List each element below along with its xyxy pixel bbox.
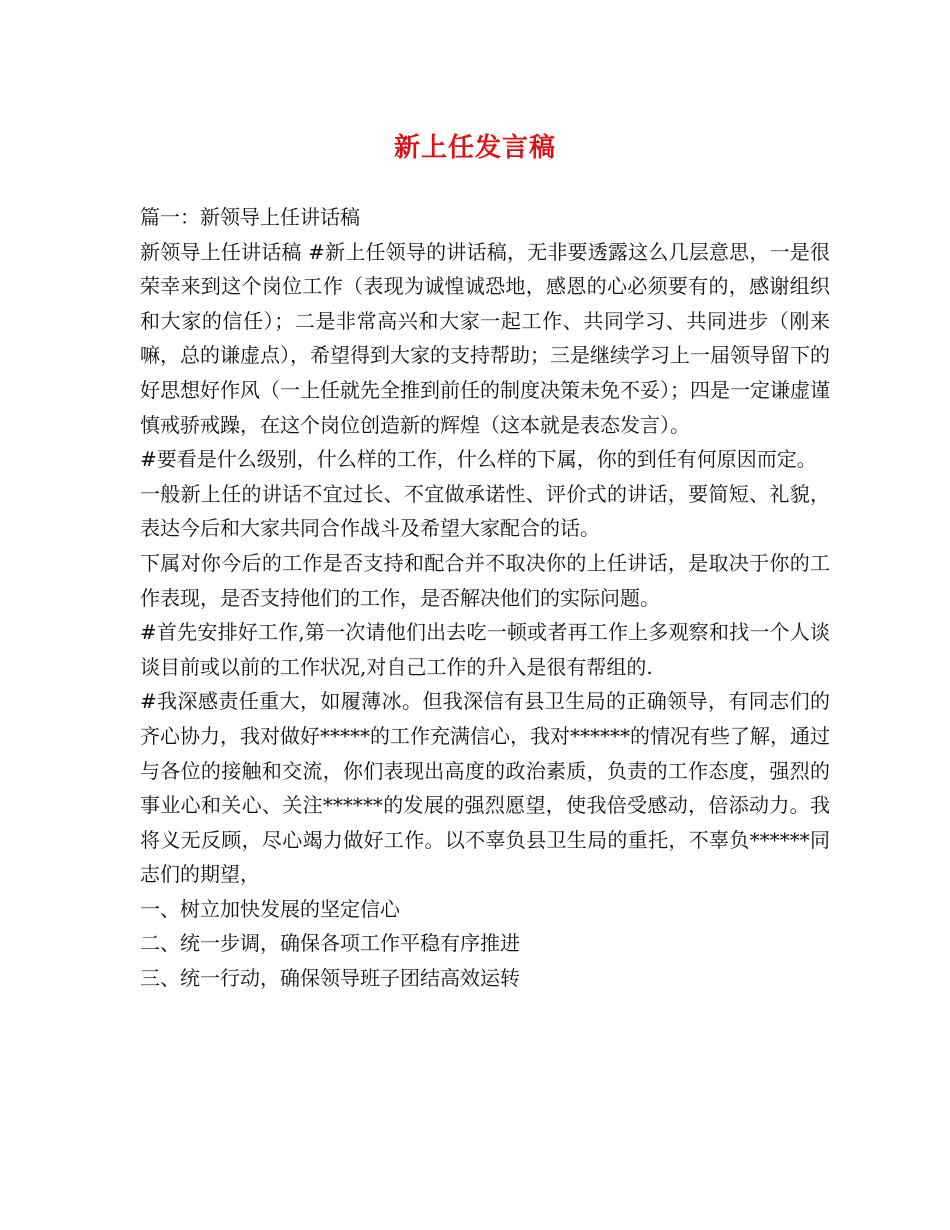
document-body — [140, 200, 830, 996]
list-item-3: 三、统一行动，确保领导班子团结高效运转 — [140, 966, 520, 991]
paragraph-3: 一般新上任的讲话不宜过长、不宜做承诺性、评价式的讲话，要简短、礼貌，表达今后和大家共同合作战斗及希望大家配合的话。 — [140, 481, 830, 541]
paragraph-1: 新领导上任讲话稿 #新上任领导的讲话稿，无非要透露这么几层意思，一是很荣幸来到这个岗位工作（表现为诚惶诚恐地，感恩的心必须要有的，感谢组织和大家的信任）；二是非常高兴和大家一起工作、共同学习、共同进步（刚来嘛，总的谦虚点），希望得到大家的支持帮助；三是继续学习上一届领导留下的好思想好作风（一上任就先全推到前任的制度决策未免不妥）；四是一定谦虚谨慎戒骄戒躁，在这个岗位创造新的辉煌（这本就是表态发言）。 — [140, 239, 830, 437]
list-item-2: 二、统一步调，确保各项工作平稳有序推进 — [140, 931, 520, 956]
paragraph-6: #我深感责任重大，如履薄冰。但我深信有县卫生局的正确领导，有同志们的齐心协力，我对做好*****的工作充满信心，我对******的情况有些了解，通过与各位的接触和交流，你们表现出高度的政治素质，负责的工作态度，强烈的事业心和关心、关注******的发展的强烈愿望，使我倍受感动，倍添动力。我将义无反顾，尽心竭力做好工作。以不辜负县卫生局的重托，不辜负******同志们的期望， — [140, 689, 830, 887]
section-heading: 篇一：新领导上任讲话稿 — [140, 205, 360, 229]
paragraph-2: #要看是什么级别，什么样的工作，什么样的下属，你的到任有何原因而定。 — [140, 447, 817, 472]
paragraph-4: 下属对你今后的工作是否支持和配合并不取决你的上任讲话，是取决于你的工作表现，是否支持他们的工作，是否解决他们的实际问题。 — [140, 550, 830, 610]
list-item-1: 一、树立加快发展的坚定信心 — [140, 896, 400, 921]
paragraph-5: #首先安排好工作,第一次请他们出去吃一顿或者再工作上多观察和找一个人谈谈目前或以前的工作状况,对自己工作的升入是很有帮组的. — [140, 620, 830, 679]
document-title: 新上任发言稿 — [393, 133, 556, 163]
